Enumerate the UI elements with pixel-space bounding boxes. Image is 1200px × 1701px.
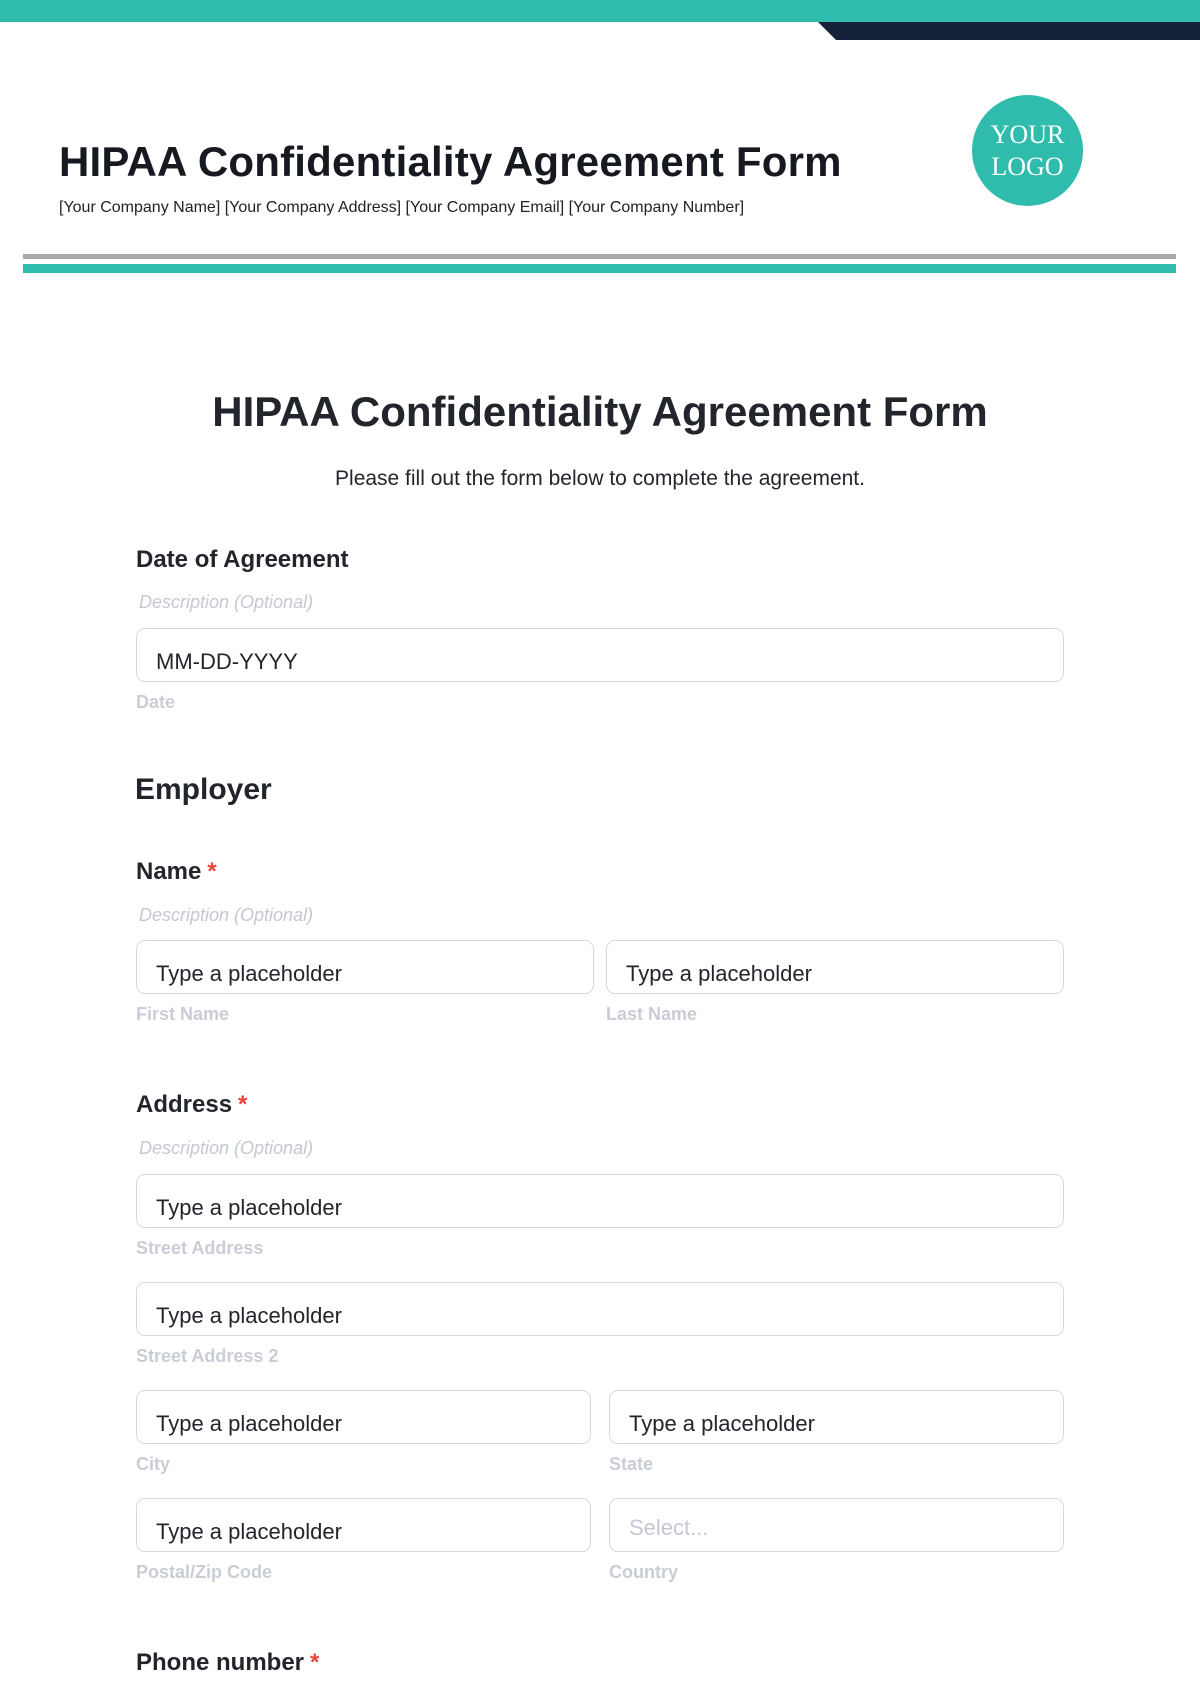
city-sublabel: City <box>136 1454 171 1474</box>
state-sublabel: State <box>609 1454 654 1474</box>
state-input[interactable]: Type a placeholder <box>609 1390 1064 1444</box>
header-divider-teal <box>23 264 1176 273</box>
top-dark-band <box>818 22 1200 40</box>
postal-code-sublabel: Postal/Zip Code <box>136 1562 273 1582</box>
document-title: HIPAA Confidentiality Agreement Form <box>59 138 842 185</box>
city-input[interactable]: Type a placeholder <box>136 1390 591 1444</box>
postal-code-input[interactable]: Type a placeholder <box>136 1498 591 1552</box>
address-label-text: Address <box>136 1091 233 1118</box>
date-input[interactable]: MM-DD-YYYY <box>136 628 1064 682</box>
last-name-input[interactable]: Type a placeholder <box>606 940 1064 994</box>
date-sublabel: Date <box>136 692 176 712</box>
date-of-agreement-label: Date of Agreement <box>136 546 349 573</box>
logo-text: YOUR LOGO <box>990 119 1065 181</box>
country-sublabel: Country <box>609 1562 678 1582</box>
street-address-input[interactable]: Type a placeholder <box>136 1174 1064 1228</box>
required-marker: * <box>207 858 217 885</box>
name-description: Description (Optional) <box>139 905 314 925</box>
employer-section-heading: Employer <box>135 773 272 806</box>
form-title: HIPAA Confidentiality Agreement Form <box>212 388 988 435</box>
address-description: Description (Optional) <box>139 1138 314 1158</box>
company-info-line: [Your Company Name] [Your Company Address] [Your Company Email] [Your Company Number] <box>59 199 745 216</box>
street-address-2-sublabel: Street Address 2 <box>136 1346 279 1366</box>
form-subtitle: Please fill out the form below to complete the agreement. <box>335 467 865 490</box>
date-of-agreement-description: Description (Optional) <box>139 592 314 612</box>
header-divider-gray <box>23 254 1176 259</box>
required-marker: * <box>238 1091 248 1118</box>
name-label <box>136 858 217 886</box>
top-accent-bar <box>0 0 1200 22</box>
street-address-sublabel: Street Address <box>136 1238 264 1258</box>
name-label-text: Name <box>136 858 202 885</box>
first-name-sublabel: First Name <box>136 1004 230 1024</box>
country-select[interactable]: Select... <box>609 1498 1064 1552</box>
street-address-2-input[interactable]: Type a placeholder <box>136 1282 1064 1336</box>
required-marker: * <box>310 1649 320 1676</box>
logo-badge <box>972 95 1083 206</box>
last-name-sublabel: Last Name <box>606 1004 698 1024</box>
address-label <box>136 1091 247 1119</box>
phone-number-label-text: Phone number <box>136 1649 305 1676</box>
phone-number-label <box>136 1649 319 1677</box>
first-name-input[interactable]: Type a placeholder <box>136 940 594 994</box>
